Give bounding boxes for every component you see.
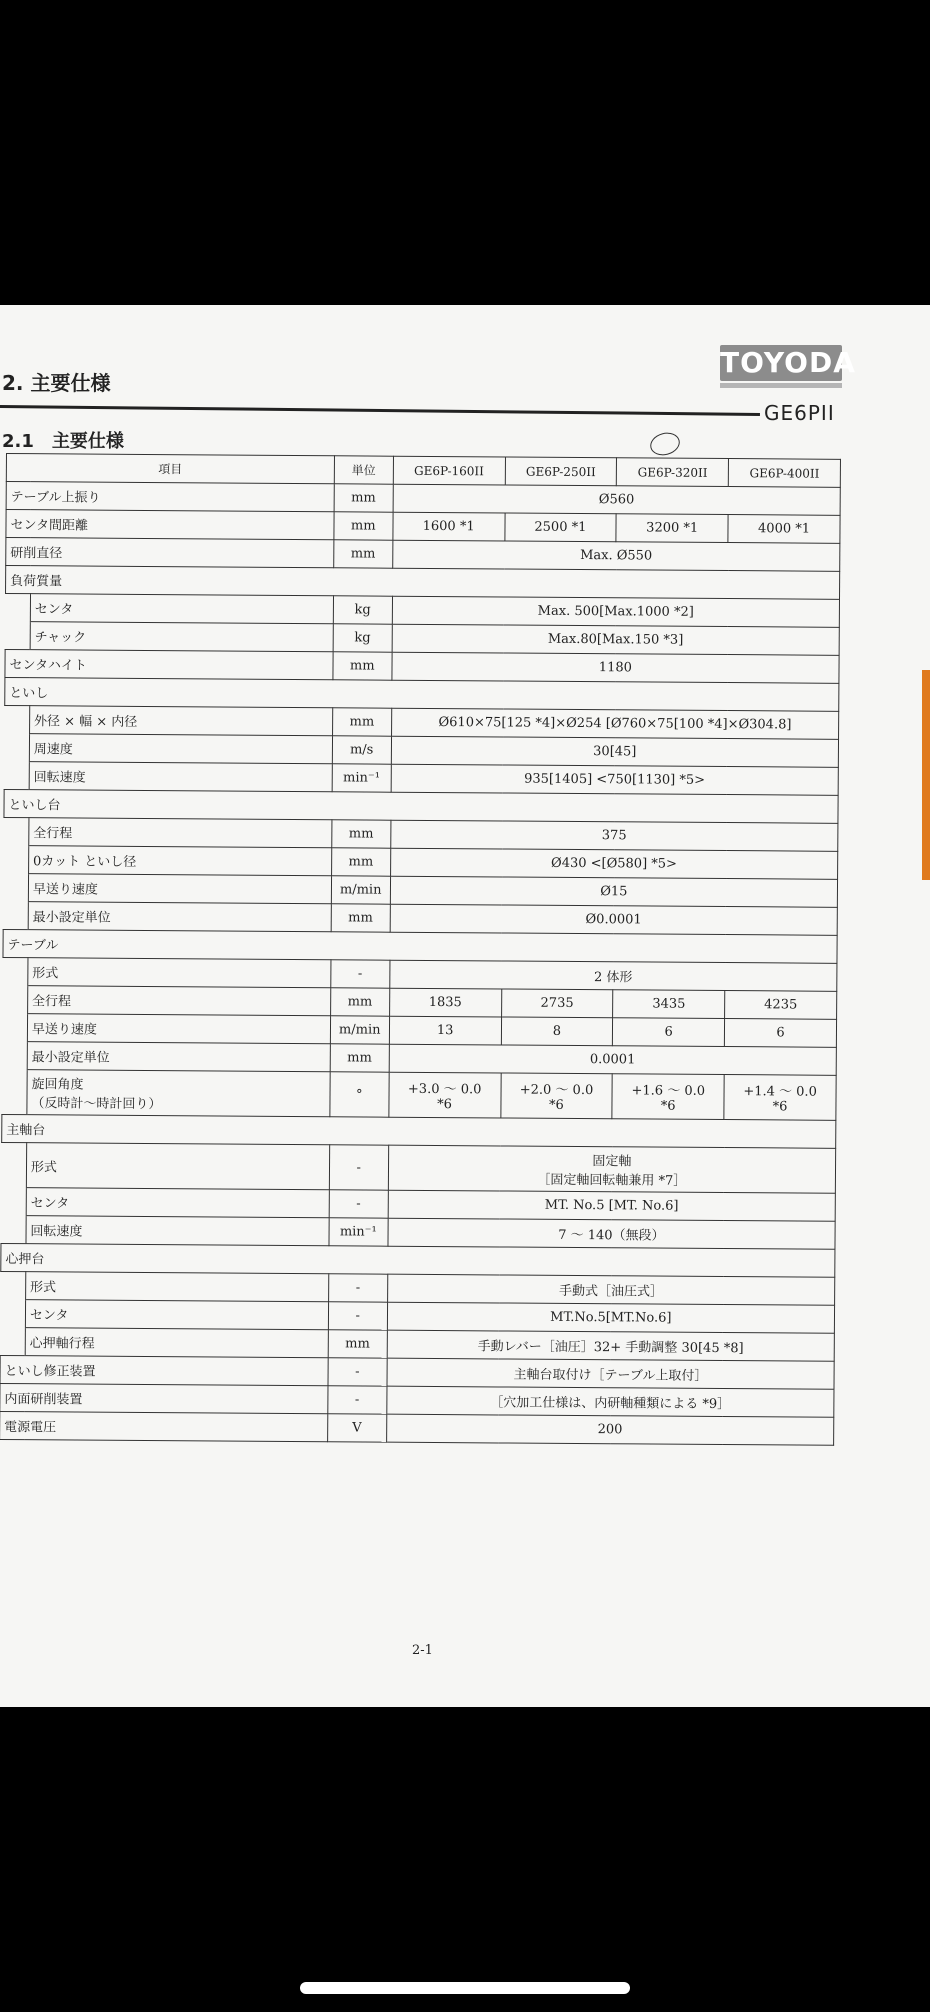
item-label-line: 旋回角度 bbox=[31, 1077, 84, 1093]
group-label: といし bbox=[5, 677, 839, 711]
unit-cell: mm bbox=[332, 820, 391, 848]
header-model: GE6P-400II bbox=[728, 459, 840, 488]
indent-cell bbox=[3, 985, 28, 1013]
unit-cell: mm bbox=[334, 484, 393, 512]
value-cell: 935[1405] <750[1130] *5> bbox=[391, 764, 838, 795]
model-name: GE6PII bbox=[764, 401, 835, 425]
value-cell: Ø610×75[125 *4]×Ø254 [Ø760×75[100 *4]×Ø304.8] bbox=[391, 708, 838, 739]
value-cell: 3200 *1 bbox=[616, 514, 728, 543]
value-cell: 7 ～ 140（無段） bbox=[388, 1218, 835, 1249]
value-line: *6 bbox=[548, 1097, 564, 1113]
unit-cell: m/min bbox=[330, 1016, 389, 1044]
item-label: センタ間距離 bbox=[6, 510, 334, 540]
unit-cell: min⁻¹ bbox=[332, 764, 391, 792]
value-line: *6 bbox=[437, 1097, 453, 1113]
value-cell: 1835 bbox=[389, 988, 501, 1017]
item-label: 形式 bbox=[28, 958, 331, 988]
value-cell bbox=[389, 1072, 501, 1118]
value-cell: 13 bbox=[389, 1016, 501, 1045]
value-cell: Ø15 bbox=[390, 876, 837, 907]
item-label: 外径 × 幅 × 内径 bbox=[29, 706, 332, 736]
value-cell bbox=[612, 1074, 724, 1120]
handwritten-circle bbox=[648, 429, 683, 458]
indent-cell bbox=[4, 733, 29, 761]
indent-cell bbox=[2, 1041, 27, 1069]
value-cell: 0.0001 bbox=[389, 1044, 836, 1075]
value-line: +1.4 ～ 0.0 bbox=[743, 1084, 817, 1100]
unit-cell: V bbox=[327, 1414, 386, 1442]
unit-cell: - bbox=[331, 960, 390, 988]
table-row bbox=[2, 1069, 836, 1120]
value-cell: 4235 bbox=[725, 991, 837, 1020]
header-model: GE6P-160II bbox=[393, 456, 505, 485]
value-cell bbox=[500, 1073, 612, 1119]
value-cell: 8 bbox=[501, 1017, 613, 1046]
value-cell: Max. 500[Max.1000 *2] bbox=[392, 596, 839, 627]
value-cell: 1180 bbox=[392, 652, 839, 683]
value-cell: 2500 *1 bbox=[504, 513, 616, 542]
indent-cell bbox=[0, 1327, 25, 1355]
item-label: センタハイト bbox=[5, 649, 333, 679]
value-line: 固定軸 bbox=[592, 1154, 632, 1170]
item-label: 最小設定単位 bbox=[28, 902, 331, 932]
document-page bbox=[0, 305, 930, 1707]
item-label: センタ bbox=[25, 1300, 328, 1330]
value-cell: Ø430 <[Ø580] *5> bbox=[390, 848, 837, 879]
indent-cell bbox=[5, 621, 30, 649]
unit-cell: mm bbox=[332, 708, 391, 736]
indent-cell bbox=[3, 873, 28, 901]
unit-cell: mm bbox=[330, 1044, 389, 1072]
unit-cell: kg bbox=[333, 596, 392, 624]
item-label: 0カット といし径 bbox=[28, 846, 331, 876]
header-item: 項目 bbox=[6, 454, 334, 484]
spec-table bbox=[0, 453, 841, 1446]
value-cell: ［穴加工仕様は、内研軸種類による *9］ bbox=[387, 1386, 834, 1417]
unit-cell: mm bbox=[333, 540, 392, 568]
item-label: 心押軸行程 bbox=[25, 1328, 328, 1358]
value-cell: 手動レバー［油圧］32+ 手動調整 30[45 *8] bbox=[387, 1330, 834, 1361]
value-line: ［固定軸回転軸兼用 *7］ bbox=[537, 1172, 687, 1189]
toyoda-logo: TOYODA bbox=[720, 346, 856, 379]
unit-cell: kg bbox=[333, 624, 392, 652]
indent-cell bbox=[2, 1013, 27, 1041]
value-cell: Ø560 bbox=[393, 484, 840, 515]
indent-cell bbox=[2, 1069, 27, 1114]
value-cell: Ø0.0001 bbox=[390, 904, 837, 935]
item-label: テーブル上振り bbox=[6, 482, 334, 512]
unit-cell: mm bbox=[333, 652, 392, 680]
home-indicator[interactable] bbox=[300, 1982, 630, 1994]
value-cell: 1600 *1 bbox=[393, 512, 505, 541]
indent-cell bbox=[1, 1215, 26, 1243]
header-model: GE6P-320II bbox=[617, 458, 729, 487]
indent-cell bbox=[5, 705, 30, 733]
unit-cell: mm bbox=[334, 512, 393, 540]
item-label: 早送り速度 bbox=[27, 1014, 330, 1044]
unit-cell: - bbox=[328, 1386, 387, 1414]
indent-cell bbox=[5, 594, 30, 622]
value-cell: 30[45] bbox=[391, 736, 838, 767]
value-cell: 375 bbox=[390, 820, 837, 851]
item-label: センタ bbox=[26, 1188, 329, 1218]
unit-cell: - bbox=[328, 1302, 387, 1330]
indent-cell bbox=[1, 1187, 26, 1215]
value-cell: 200 bbox=[386, 1414, 833, 1445]
value-cell: MT. No.5 [MT. No.6] bbox=[388, 1190, 835, 1221]
item-label: 研削直径 bbox=[6, 538, 334, 568]
value-cell: 2735 bbox=[501, 989, 613, 1018]
orange-edge-tab bbox=[922, 670, 930, 880]
value-line: +3.0 ～ 0.0 bbox=[407, 1081, 482, 1098]
item-label: 早送り速度 bbox=[28, 874, 331, 904]
group-label: 負荷質量 bbox=[6, 566, 840, 600]
table-row bbox=[0, 1411, 834, 1445]
value-cell: 4000 *1 bbox=[728, 515, 840, 544]
unit-cell: - bbox=[329, 1145, 388, 1190]
unit-cell: mm bbox=[331, 904, 390, 932]
value-cell bbox=[388, 1145, 836, 1193]
item-label: 最小設定単位 bbox=[27, 1042, 330, 1072]
item-label: といし修正装置 bbox=[0, 1355, 328, 1385]
item-label: 内面研削装置 bbox=[0, 1383, 328, 1413]
value-cell: 6 bbox=[724, 1019, 836, 1048]
indent-cell bbox=[3, 957, 28, 985]
item-label: 電源電圧 bbox=[0, 1411, 328, 1441]
unit-cell: m/s bbox=[332, 736, 391, 764]
indent-cell bbox=[1, 1142, 26, 1187]
value-cell: 主軸台取付け［テーブル上取付］ bbox=[387, 1358, 834, 1389]
unit-cell: m/min bbox=[331, 876, 390, 904]
indent-cell bbox=[4, 761, 29, 789]
page-number: 2-1 bbox=[412, 1643, 433, 1658]
item-label bbox=[27, 1070, 330, 1117]
item-label: 周速度 bbox=[29, 734, 332, 764]
item-label: 全行程 bbox=[29, 818, 332, 848]
indent-cell bbox=[1, 1271, 26, 1299]
value-cell: MT.No.5[MT.No.6] bbox=[387, 1302, 834, 1333]
value-cell: 3435 bbox=[613, 990, 725, 1019]
indent-cell bbox=[0, 1299, 25, 1327]
value-line: +2.0 ～ 0.0 bbox=[519, 1082, 594, 1099]
value-cell bbox=[724, 1075, 836, 1121]
value-cell: 手動式［油圧式］ bbox=[387, 1274, 834, 1305]
indent-cell bbox=[4, 817, 29, 845]
item-label: 回転速度 bbox=[29, 762, 332, 792]
value-cell: Max. Ø550 bbox=[392, 540, 839, 571]
unit-cell: - bbox=[328, 1274, 387, 1302]
value-cell: 6 bbox=[613, 1018, 725, 1047]
item-label: 回転速度 bbox=[26, 1216, 329, 1246]
title-rule bbox=[0, 405, 760, 416]
table-row bbox=[1, 1142, 835, 1193]
item-label: チャック bbox=[30, 622, 333, 652]
value-cell: 2 体形 bbox=[390, 960, 837, 991]
subsection-title: 2.1 主要仕様 bbox=[2, 431, 124, 452]
unit-cell: min⁻¹ bbox=[329, 1218, 388, 1246]
item-label: 形式 bbox=[25, 1272, 328, 1302]
indent-cell bbox=[3, 901, 28, 929]
header-unit: 単位 bbox=[334, 456, 393, 484]
value-line: +1.6 ～ 0.0 bbox=[631, 1083, 706, 1099]
header-model: GE6P-250II bbox=[505, 457, 617, 486]
item-label-line: （反時計～時計回り） bbox=[31, 1096, 162, 1113]
unit-cell: - bbox=[329, 1190, 388, 1218]
indent-cell bbox=[4, 845, 29, 873]
group-label: といし台 bbox=[4, 789, 838, 823]
value-cell: Max.80[Max.150 *3] bbox=[392, 624, 839, 655]
unit-cell: mm bbox=[328, 1330, 387, 1358]
item-label: 形式 bbox=[26, 1143, 329, 1190]
section-title: 2. 主要仕様 bbox=[2, 371, 111, 395]
group-label: 主軸台 bbox=[2, 1114, 836, 1148]
unit-cell: ° bbox=[330, 1072, 389, 1117]
item-label: センタ bbox=[30, 594, 333, 624]
unit-cell: mm bbox=[331, 848, 390, 876]
unit-cell: mm bbox=[330, 988, 389, 1016]
group-label: 心押台 bbox=[1, 1243, 835, 1277]
group-label: テーブル bbox=[3, 929, 837, 963]
logo-underline bbox=[720, 383, 842, 388]
unit-cell: - bbox=[328, 1358, 387, 1386]
value-line: *6 bbox=[660, 1098, 676, 1114]
value-line: *6 bbox=[772, 1099, 788, 1115]
item-label: 全行程 bbox=[27, 986, 330, 1016]
